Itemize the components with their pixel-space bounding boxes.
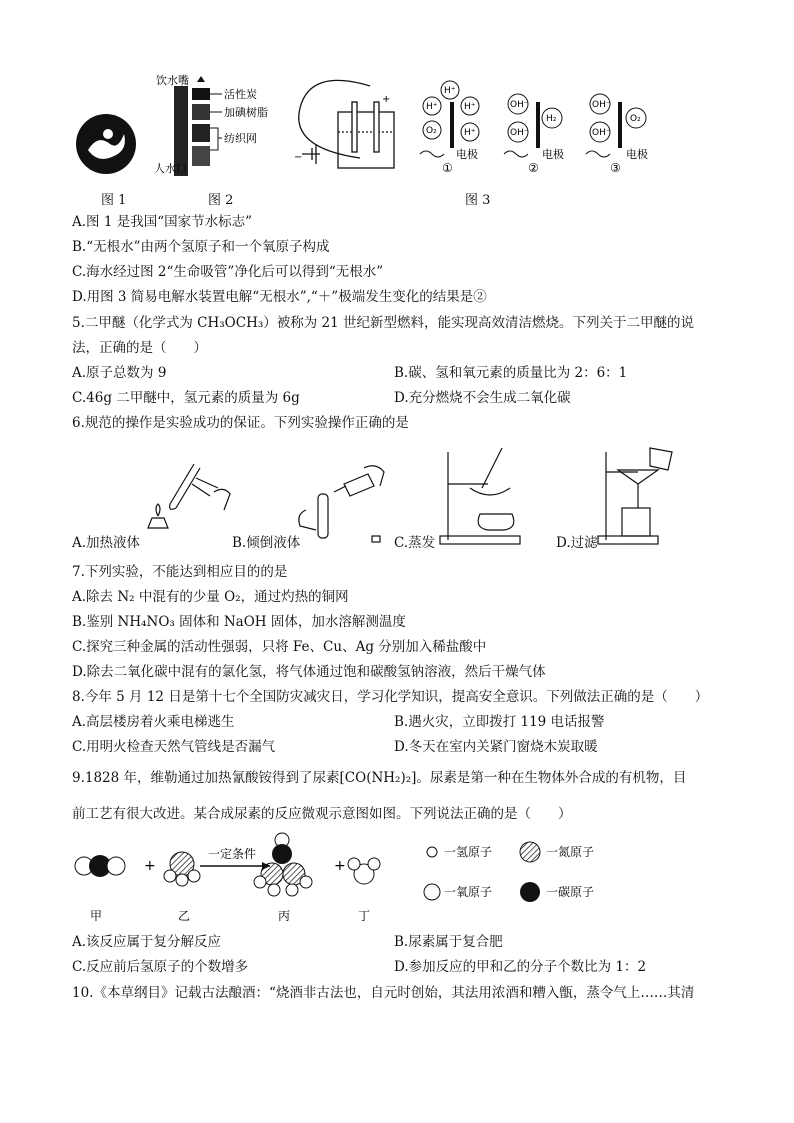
- fig2-label-carbon: 活性炭: [224, 88, 257, 101]
- q4-option-d: D.用图 3 简易电解水装置电解“无根水”,“＋”极端发生变化的结果是②: [72, 289, 487, 305]
- plus-2: +: [334, 858, 346, 874]
- q6-option-a: A.加热液体: [72, 535, 141, 551]
- caption-fig3: 图 3: [465, 193, 491, 208]
- top-figures: [70, 72, 690, 184]
- q4-option-b: B.“无根水”由两个氢原子和一个氧原子构成: [72, 239, 330, 255]
- legend-oxygen-icon: [424, 884, 440, 900]
- ion-oh-3: OH⁻: [592, 100, 611, 110]
- electrode-label-2: 电极: [542, 148, 564, 161]
- label-ding: 丁: [358, 909, 371, 923]
- fig2-label-mesh: 纺织网: [224, 132, 257, 145]
- q7-option-a: A.除去 N₂ 中混有的少量 O₂，通过灼热的铜网: [72, 589, 349, 605]
- ion-o2-1: O₂: [426, 126, 437, 136]
- ion-h-2: H⁺: [444, 86, 456, 96]
- fig3-label-3: ③: [610, 161, 621, 175]
- filtration-icon: [598, 448, 672, 544]
- reaction-diagram: [70, 830, 690, 926]
- q9-option-c: C.反应前后氢原子的个数增多: [72, 959, 249, 975]
- fig2-label-resin: 加碘树脂: [224, 106, 268, 119]
- heating-liquid-icon: [148, 464, 230, 528]
- q8-option-d: D.冬天在室内关紧门窗烧木炭取暖: [394, 739, 598, 755]
- q4-option-a: A.图 1 是我国“国家节水标志”: [72, 214, 253, 230]
- ion-oh-4: OH⁻: [592, 128, 611, 138]
- ion-h-4: H⁺: [464, 128, 476, 138]
- q9-option-d: D.参加反应的甲和乙的分子个数比为 1：2: [394, 959, 647, 975]
- ion-h2-1: H₂: [546, 114, 557, 124]
- water-saving-logo-icon: [76, 114, 136, 174]
- q5-stem-2: 法，正确的是（ ）: [72, 340, 207, 356]
- q9-option-b: B.尿素属于复合肥: [394, 934, 503, 950]
- q8-option-b: B.遇火灾，立即拨打 119 电话报警: [394, 714, 605, 730]
- legend-hydrogen: 一氢原子: [444, 845, 493, 859]
- q9-stem-1: 9.1828 年，维勒通过加热氰酸铵得到了尿素[CO(NH₂)₂]。尿素是第一种在生物体外合成的有机物，目: [72, 770, 687, 786]
- minus-sign: −: [294, 152, 303, 163]
- q4-option-c: C.海水经过图 2“生命吸管”净化后可以得到“无根水”: [72, 264, 384, 280]
- q9-option-a: A.该反应属于复分解反应: [72, 934, 222, 950]
- fig2-label-inlet: 人水口: [154, 162, 187, 175]
- label-bing: 丙: [278, 909, 291, 923]
- q5-option-c: C.46g 二甲醚中，氢元素的质量为 6g: [72, 390, 300, 406]
- fig2-label-mouthpiece: 饮水嘴: [156, 74, 189, 87]
- legend-nitrogen-icon: [520, 842, 540, 862]
- q6-option-d: D.过滤: [556, 535, 598, 551]
- q5-stem-1: 5.二甲醚（化学式为 CH₃OCH₃）被称为 21 世纪新型燃料，能实现高效清洁燃烧。下列关于二甲醚的说: [72, 315, 695, 331]
- fig3-label-2: ②: [528, 161, 539, 175]
- fig3-label-1: ①: [442, 161, 453, 175]
- q6-stem: 6.规范的操作是实验成功的保证。下列实验操作正确的是: [72, 415, 409, 431]
- label-jia: 甲: [90, 909, 103, 923]
- electrode-label-1: 电极: [456, 148, 478, 161]
- electrolysis-apparatus-icon: [299, 80, 394, 168]
- legend-oxygen: 一氧原子: [444, 885, 493, 899]
- plus-sign: +: [382, 94, 391, 105]
- plus-1: +: [144, 858, 156, 874]
- legend-hydrogen-icon: [427, 847, 437, 857]
- ion-o2-2: O₂: [630, 114, 641, 124]
- q8-stem: 8.今年 5 月 12 日是第十七个全国防灾减灾日，学习化学知识，提高安全意识。下列做法正确的是（ ）: [72, 689, 709, 705]
- ion-h-1: H⁺: [426, 102, 438, 112]
- q7-option-b: B.鉴别 NH₄NO₃ 固体和 NaOH 固体，加水溶解测温度: [72, 614, 406, 630]
- q7-option-c: C.探究三种金属的活动性强弱，只将 Fe、Cu、Ag 分别加入稀盐酸中: [72, 639, 487, 655]
- q5-option-b: B.碳、氢和氧元素的质量比为 2：6：1: [394, 365, 628, 381]
- ion-h-3: H⁺: [464, 102, 476, 112]
- q10-stem: 10.《本草纲目》记载古法酿酒：“烧酒非古法也，自元时创始，其法用浓酒和糟入甑，蒸令气上……其清: [72, 985, 695, 1001]
- ion-oh-2: OH⁻: [510, 128, 529, 138]
- legend-carbon: 一碳原子: [546, 885, 595, 899]
- q9-stem-2: 前工艺有很大改进。某合成尿素的反应微观示意图如图。下列说法正确的是（ ）: [72, 806, 572, 822]
- electrode-label-3: 电极: [626, 148, 648, 161]
- molecule-yi: [164, 852, 200, 886]
- legend-carbon-icon: [520, 882, 540, 902]
- molecule-jia: [75, 855, 125, 877]
- q8-option-a: A.高层楼房着火乘电梯逃生: [72, 714, 235, 730]
- q5-option-d: D.充分燃烧不会生成二氧化碳: [394, 390, 571, 406]
- q8-option-c: C.用明火检查天然气管线是否漏气: [72, 739, 276, 755]
- label-yi: 乙: [178, 909, 191, 923]
- q5-option-a: A.原子总数为 9: [72, 365, 167, 381]
- legend-nitrogen: 一氮原子: [546, 845, 595, 859]
- pouring-liquid-icon: [299, 466, 384, 542]
- caption-fig1: 图 1: [101, 193, 127, 208]
- q6-option-b: B.倾倒液体: [232, 535, 301, 551]
- evaporation-icon: [440, 448, 520, 544]
- q6-option-c: C.蒸发: [394, 535, 436, 551]
- q7-option-d: D.除去二氧化碳中混有的氯化氢，将气体通过饱和碳酸氢钠溶液，然后干燥气体: [72, 664, 546, 680]
- molecule-ding: [348, 858, 380, 884]
- ion-oh-1: OH⁻: [510, 100, 529, 110]
- reaction-condition: 一定条件: [208, 847, 257, 861]
- life-straw-icon: [174, 76, 222, 176]
- caption-fig2: 图 2: [208, 193, 234, 208]
- q7-stem: 7.下列实验，不能达到相应目的的是: [72, 564, 288, 580]
